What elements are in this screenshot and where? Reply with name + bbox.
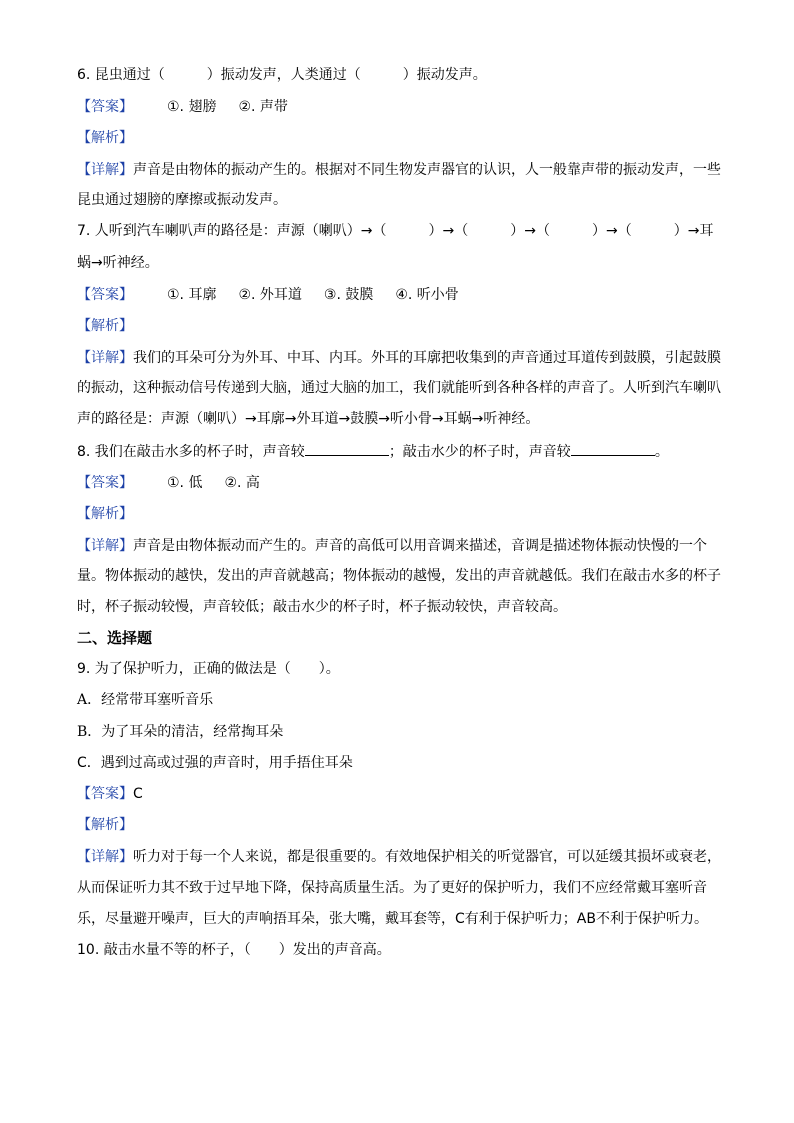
question-7-line-1: 7. 人听到汽车喇叭声的路径是：声源（喇叭）→（ ）→（ ）→（ ）→（ ）→耳 [77, 223, 714, 239]
analysis-tag-6: 【解析】 [77, 130, 133, 146]
answer-row-7 [77, 285, 727, 305]
detail-9-line-1 [77, 847, 727, 867]
option-c: C．遇到过高或过强的声音时，用手捂住耳朵 [77, 755, 353, 771]
answer-item: ②. 声带 [238, 99, 288, 115]
answer-row-8 [77, 473, 727, 493]
question-6: 6. 昆虫通过（ ）振动发声，人类通过（ ）振动发声。 [77, 67, 487, 83]
answer-item: ④. 听小骨 [395, 287, 459, 303]
answer-tag: 【答案】 [77, 99, 133, 115]
detail-7-line-2: 的振动，这种振动信号传递到大脑，通过大脑的加工，我们就能听到各种各样的声音了。人听到汽车喇叭 [77, 380, 721, 396]
detail-text: 听力对于每一个人来说，都是很重要的。有效地保护相关的听觉器官，可以延缓其损坏或衰老， [133, 849, 721, 865]
answer-item: ③. 鼓膜 [323, 287, 374, 303]
answer-item: ①. 翅膀 [167, 99, 217, 115]
detail-6-line-2: 昆虫通过翅膀的摩擦或振动发声。 [77, 192, 287, 208]
detail-tag: 【详解】 [77, 849, 133, 865]
answer-item: ②. 高 [224, 475, 260, 491]
detail-7-line-3: 声的路径是：声源（喇叭）→耳廓→外耳道→鼓膜→听小骨→耳蜗→听神经。 [77, 411, 540, 427]
question-text: ；敲击水少的杯子时，声音较 [388, 444, 571, 460]
question-10: 10. 敲击水量不等的杯子，（ ）发出的声音高。 [77, 942, 391, 958]
detail-text: 声音是由物体振动而产生的。声音的高低可以用音调来描述，音调是描述物体振动快慢的一个 [133, 538, 707, 554]
detail-6-line-1 [77, 160, 727, 180]
question-7-line-2: 蜗→听神经。 [77, 255, 159, 271]
detail-tag: 【详解】 [77, 162, 133, 178]
question-8 [77, 441, 727, 462]
detail-tag: 【详解】 [77, 538, 133, 554]
answer-tag: 【答案】 [77, 287, 133, 303]
option-a: A．经常带耳塞听音乐 [77, 692, 214, 708]
fill-blank [305, 441, 389, 456]
detail-7-line-1 [77, 348, 727, 368]
question-text: 8. 我们在敲击水多的杯子时，声音较 [77, 444, 305, 460]
fill-blank [571, 441, 655, 456]
question-9: 9. 为了保护听力，正确的做法是（ ）。 [77, 661, 340, 677]
detail-8-line-2: 量。物体振动的越快，发出的声音就越高；物体振动的越慢，发出的声音就越低。我们在敲击水多的杯子 [77, 568, 721, 584]
detail-tag: 【详解】 [77, 350, 133, 366]
answer-tag: 【答案】 [77, 786, 133, 802]
detail-9-line-2: 从而保证听力其不致于过早地下降，保持高质量生活。为了更好的保护听力，我们不应经常戴耳塞听音 [77, 880, 707, 896]
detail-8-line-1 [77, 536, 727, 556]
analysis-tag-9: 【解析】 [77, 817, 133, 833]
analysis-tag-8: 【解析】 [77, 506, 133, 522]
answer-item: ①. 低 [167, 475, 203, 491]
detail-text: 声音是由物体的振动产生的。根据对不同生物发声器官的认识，人一般靠声带的振动发声，一些 [133, 162, 721, 178]
answer-tag: 【答案】 [77, 475, 133, 491]
answer-item: ①. 耳廓 [167, 287, 217, 303]
section-title: 二、选择题 [77, 629, 153, 647]
detail-8-line-3: 时，杯子振动较慢，声音较低；敲击水少的杯子时，杯子振动较快，声音较高。 [77, 599, 567, 615]
answer-item: ②. 外耳道 [238, 287, 302, 303]
detail-text: 我们的耳朵可分为外耳、中耳、内耳。外耳的耳廓把收集到的声音通过耳道传到鼓膜，引起鼓膜 [133, 350, 721, 366]
question-text: 。 [654, 444, 669, 460]
analysis-tag-7: 【解析】 [77, 318, 133, 334]
detail-9-line-3: 乐，尽量避开噪声，巨大的声响捂耳朵，张大嘴，戴耳套等，C有利于保护听力；AB不利于保护听力。 [77, 911, 708, 927]
option-b: B．为了耳朵的清洁，经常掏耳朵 [77, 724, 284, 740]
answer-value: C [133, 786, 143, 802]
answer-row-9 [77, 784, 727, 804]
answer-row-6 [77, 97, 727, 117]
